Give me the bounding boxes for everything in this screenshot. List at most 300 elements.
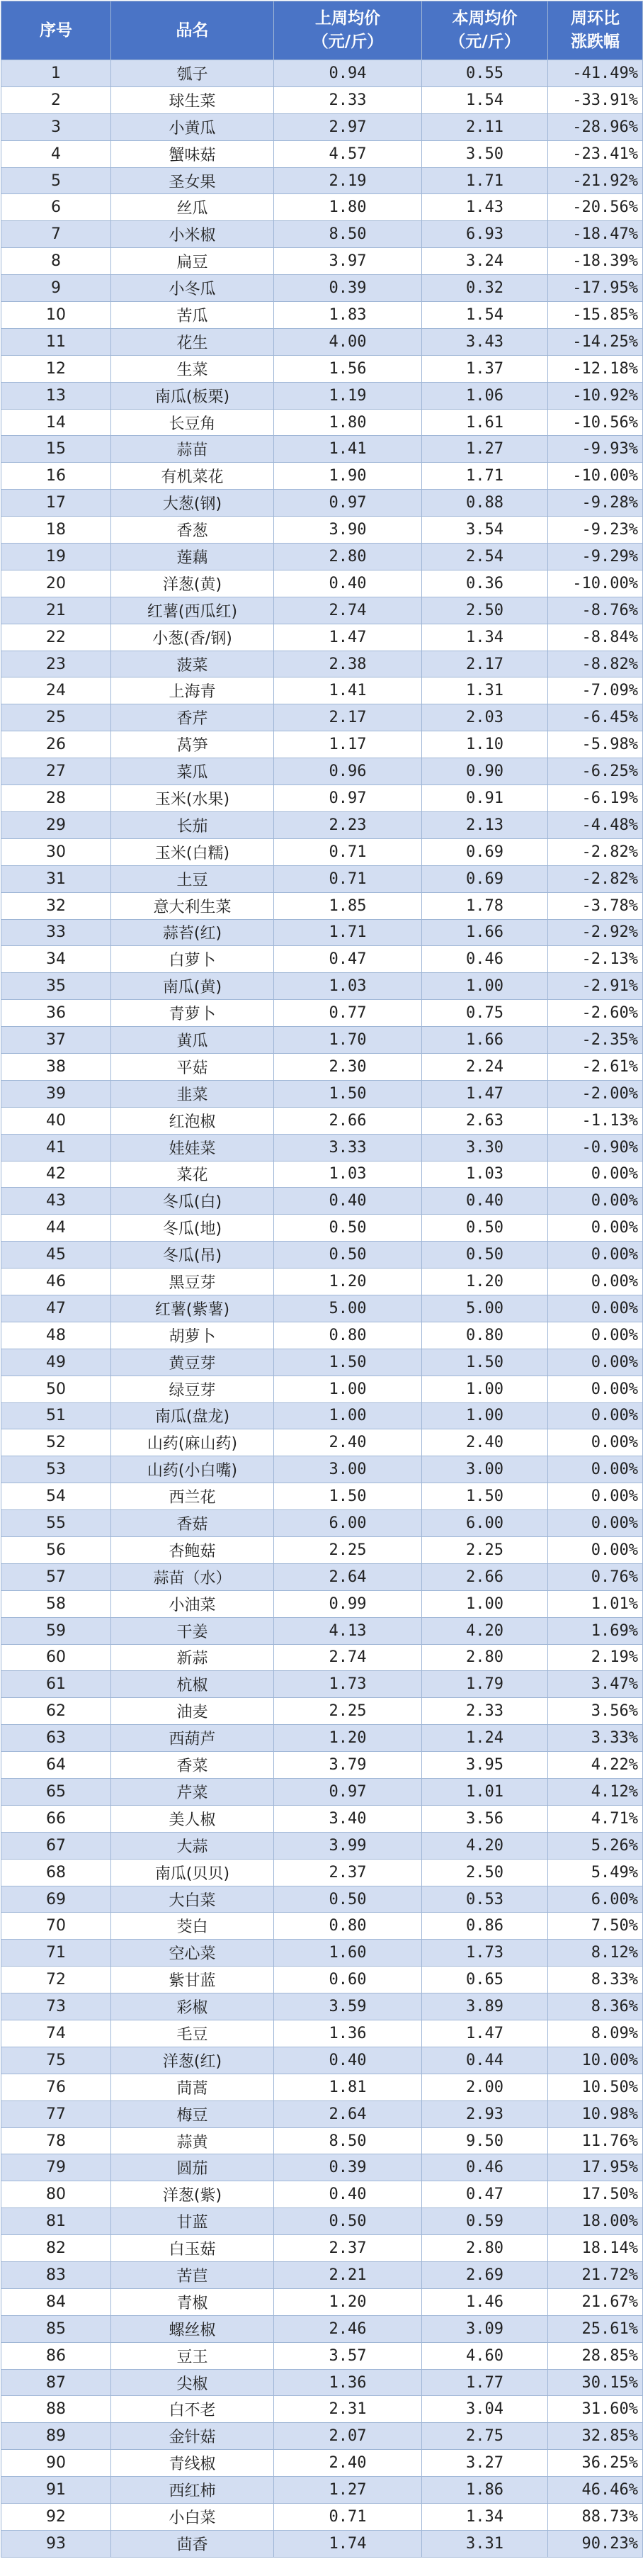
week-change: -2.61% <box>548 1053 643 1080</box>
header-change-title: 周环比 <box>571 9 620 28</box>
table-row <box>1 811 643 838</box>
this-week-price: 3.56 <box>422 1805 548 1832</box>
product-name: 大葱(钢) <box>111 490 274 517</box>
week-change: 0.00% <box>548 1483 643 1510</box>
week-change: 0.00% <box>548 1510 643 1537</box>
header-cur-price-title: 本周均价 <box>452 9 518 28</box>
row-index: 78 <box>1 2127 111 2154</box>
header-index: 序号 <box>1 1 111 60</box>
this-week-price: 2.80 <box>422 1644 548 1671</box>
week-change: -10.92% <box>548 382 643 409</box>
row-index: 33 <box>1 919 111 946</box>
this-week-price: 6.93 <box>422 221 548 248</box>
row-index: 46 <box>1 1269 111 1295</box>
header-prev-price-unit: （元/斤） <box>312 33 384 51</box>
product-name: 瓠子 <box>111 60 274 87</box>
week-change: -21.92% <box>548 167 643 194</box>
row-index: 32 <box>1 892 111 919</box>
week-change: 3.56% <box>548 1698 643 1725</box>
table-row <box>1 1940 643 1967</box>
week-change: -7.09% <box>548 677 643 704</box>
week-change: -15.85% <box>548 302 643 329</box>
row-index: 43 <box>1 1188 111 1215</box>
product-name: 甘蓝 <box>111 2208 274 2235</box>
product-name: 娃娃菜 <box>111 1134 274 1161</box>
table-row <box>1 2288 643 2315</box>
table-row <box>1 1779 643 1806</box>
product-name: 杭椒 <box>111 1671 274 1698</box>
this-week-price: 9.50 <box>422 2127 548 2154</box>
week-change: 18.14% <box>548 2235 643 2262</box>
product-name: 生菜 <box>111 355 274 382</box>
table-row <box>1 463 643 490</box>
product-name: 山药(小白嘴) <box>111 1456 274 1483</box>
header-prev-price-title: 上周均价 <box>315 9 380 28</box>
this-week-price: 1.00 <box>422 973 548 1000</box>
row-index: 87 <box>1 2369 111 2396</box>
table-row <box>1 221 643 248</box>
table-row <box>1 1859 643 1886</box>
row-index: 90 <box>1 2450 111 2477</box>
product-name: 花生 <box>111 328 274 355</box>
row-index: 61 <box>1 1671 111 1698</box>
this-week-price: 1.27 <box>422 436 548 463</box>
prev-week-price: 4.00 <box>274 328 422 355</box>
prev-week-price: 2.66 <box>274 1107 422 1134</box>
table-row <box>1 1080 643 1107</box>
this-week-price: 1.66 <box>422 919 548 946</box>
row-index: 17 <box>1 490 111 517</box>
product-name: 黑豆芽 <box>111 1269 274 1295</box>
product-name: 莲藕 <box>111 544 274 570</box>
week-change: 36.25% <box>548 2450 643 2477</box>
prev-week-price: 1.73 <box>274 1671 422 1698</box>
table-row <box>1 328 643 355</box>
this-week-price: 2.17 <box>422 651 548 677</box>
week-change: -0.90% <box>548 1134 643 1161</box>
row-index: 20 <box>1 570 111 597</box>
prev-week-price: 2.23 <box>274 811 422 838</box>
this-week-price: 1.34 <box>422 624 548 651</box>
prev-week-price: 0.50 <box>274 2208 422 2235</box>
table-row <box>1 1134 643 1161</box>
week-change: 2.19% <box>548 1644 643 1671</box>
this-week-price: 1.79 <box>422 1671 548 1698</box>
row-index: 76 <box>1 2074 111 2100</box>
row-index: 3 <box>1 113 111 140</box>
row-index: 72 <box>1 1967 111 1993</box>
table-row <box>1 1617 643 1644</box>
product-name: 梅豆 <box>111 2100 274 2127</box>
product-name: 小黄瓜 <box>111 113 274 140</box>
prev-week-price: 1.00 <box>274 1402 422 1429</box>
row-index: 40 <box>1 1107 111 1134</box>
row-index: 5 <box>1 167 111 194</box>
product-name: 圆茄 <box>111 2154 274 2181</box>
this-week-price: 0.46 <box>422 2154 548 2181</box>
table-row <box>1 1483 643 1510</box>
week-change: 6.00% <box>548 1886 643 1913</box>
this-week-price: 3.95 <box>422 1752 548 1779</box>
week-change: 10.00% <box>548 2047 643 2074</box>
table-row <box>1 1671 643 1698</box>
prev-week-price: 0.40 <box>274 2047 422 2074</box>
table-row <box>1 1536 643 1563</box>
row-index: 4 <box>1 140 111 167</box>
table-row <box>1 2504 643 2531</box>
table-row <box>1 140 643 167</box>
table-row <box>1 1510 643 1537</box>
row-index: 71 <box>1 1940 111 1967</box>
product-name: 大蒜 <box>111 1832 274 1859</box>
this-week-price: 1.78 <box>422 892 548 919</box>
prev-week-price: 2.64 <box>274 1563 422 1590</box>
this-week-price: 3.24 <box>422 248 548 275</box>
prev-week-price: 2.21 <box>274 2262 422 2289</box>
this-week-price: 2.03 <box>422 704 548 731</box>
product-name: 红薯(紫薯) <box>111 1295 274 1322</box>
product-name: 蒜黄 <box>111 2127 274 2154</box>
week-change: 25.61% <box>548 2315 643 2342</box>
row-index: 51 <box>1 1402 111 1429</box>
week-change: 0.00% <box>548 1429 643 1456</box>
week-change: 5.26% <box>548 1832 643 1859</box>
row-index: 35 <box>1 973 111 1000</box>
product-name: 白萝卜 <box>111 946 274 973</box>
product-name: 黄瓜 <box>111 1027 274 1054</box>
week-change: 21.67% <box>548 2288 643 2315</box>
row-index: 27 <box>1 758 111 785</box>
week-change: 17.95% <box>548 2154 643 2181</box>
prev-week-price: 1.20 <box>274 1269 422 1295</box>
product-name: 毛豆 <box>111 2020 274 2047</box>
prev-week-price: 3.57 <box>274 2342 422 2369</box>
row-index: 93 <box>1 2530 111 2557</box>
prev-week-price: 3.90 <box>274 517 422 544</box>
prev-week-price: 0.39 <box>274 275 422 302</box>
table-row <box>1 2154 643 2181</box>
this-week-price: 1.06 <box>422 382 548 409</box>
table-row <box>1 785 643 812</box>
prev-week-price: 0.47 <box>274 946 422 973</box>
product-name: 土豆 <box>111 865 274 892</box>
row-index: 15 <box>1 436 111 463</box>
this-week-price: 3.89 <box>422 1993 548 2020</box>
row-index: 13 <box>1 382 111 409</box>
row-index: 74 <box>1 2020 111 2047</box>
table-row <box>1 382 643 409</box>
prev-week-price: 2.37 <box>274 2235 422 2262</box>
product-name: 有机菜花 <box>111 463 274 490</box>
row-index: 39 <box>1 1080 111 1107</box>
prev-week-price: 3.40 <box>274 1805 422 1832</box>
row-index: 18 <box>1 517 111 544</box>
prev-week-price: 0.97 <box>274 490 422 517</box>
this-week-price: 3.50 <box>422 140 548 167</box>
product-name: 菠菜 <box>111 651 274 677</box>
prev-week-price: 1.90 <box>274 463 422 490</box>
this-week-price: 2.63 <box>422 1107 548 1134</box>
product-name: 茴香 <box>111 2530 274 2557</box>
week-change: -5.98% <box>548 731 643 758</box>
week-change: 4.22% <box>548 1752 643 1779</box>
product-name: 小葱(香/钢) <box>111 624 274 651</box>
prev-week-price: 1.41 <box>274 436 422 463</box>
prev-week-price: 2.38 <box>274 651 422 677</box>
product-name: 小米椒 <box>111 221 274 248</box>
prev-week-price: 0.96 <box>274 758 422 785</box>
row-index: 12 <box>1 355 111 382</box>
this-week-price: 2.66 <box>422 1563 548 1590</box>
product-name: 绿豆芽 <box>111 1376 274 1402</box>
prev-week-price: 0.80 <box>274 1322 422 1349</box>
product-name: 南瓜(盘龙) <box>111 1402 274 1429</box>
row-index: 38 <box>1 1053 111 1080</box>
table-row <box>1 2423 643 2450</box>
row-index: 84 <box>1 2288 111 2315</box>
product-name: 青萝卜 <box>111 1000 274 1027</box>
week-change: 10.50% <box>548 2074 643 2100</box>
week-change: 31.60% <box>548 2396 643 2423</box>
this-week-price: 3.27 <box>422 2450 548 2477</box>
row-index: 22 <box>1 624 111 651</box>
this-week-price: 0.55 <box>422 60 548 87</box>
prev-week-price: 1.20 <box>274 1725 422 1752</box>
prev-week-price: 0.50 <box>274 1215 422 1242</box>
table-row <box>1 1053 643 1080</box>
table-row <box>1 1161 643 1188</box>
row-index: 28 <box>1 785 111 812</box>
table-row <box>1 248 643 275</box>
week-change: -4.48% <box>548 811 643 838</box>
table-row <box>1 973 643 1000</box>
prev-week-price: 2.46 <box>274 2315 422 2342</box>
week-change: -10.00% <box>548 463 643 490</box>
row-index: 9 <box>1 275 111 302</box>
prev-week-price: 0.97 <box>274 1779 422 1806</box>
table-row <box>1 113 643 140</box>
table-row <box>1 1269 643 1295</box>
product-name: 圣女果 <box>111 167 274 194</box>
row-index: 8 <box>1 248 111 275</box>
product-name: 丝瓜 <box>111 194 274 221</box>
row-index: 31 <box>1 865 111 892</box>
product-name: 冬瓜(吊) <box>111 1242 274 1269</box>
prev-week-price: 2.40 <box>274 2450 422 2477</box>
table-row <box>1 1644 643 1671</box>
this-week-price: 2.33 <box>422 1698 548 1725</box>
product-name: 平菇 <box>111 1053 274 1080</box>
prev-week-price: 0.77 <box>274 1000 422 1027</box>
prev-week-price: 1.17 <box>274 731 422 758</box>
product-name: 西红柿 <box>111 2477 274 2504</box>
product-name: 苦瓜 <box>111 302 274 329</box>
week-change: 90.23% <box>548 2530 643 2557</box>
product-name: 苦苣 <box>111 2262 274 2289</box>
row-index: 81 <box>1 2208 111 2235</box>
table-row <box>1 1027 643 1054</box>
table-row <box>1 544 643 570</box>
product-name: 南瓜(贝贝) <box>111 1859 274 1886</box>
table-row <box>1 2074 643 2100</box>
row-index: 92 <box>1 2504 111 2531</box>
week-change: 11.76% <box>548 2127 643 2154</box>
table-row <box>1 865 643 892</box>
prev-week-price: 2.25 <box>274 1698 422 1725</box>
table-row <box>1 2127 643 2154</box>
prev-week-price: 1.50 <box>274 1483 422 1510</box>
table-row <box>1 1402 643 1429</box>
prev-week-price: 1.41 <box>274 677 422 704</box>
this-week-price: 1.66 <box>422 1027 548 1054</box>
this-week-price: 1.00 <box>422 1402 548 1429</box>
row-index: 49 <box>1 1349 111 1376</box>
table-row <box>1 302 643 329</box>
table-row <box>1 2181 643 2208</box>
week-change: -2.60% <box>548 1000 643 1027</box>
week-change: -10.00% <box>548 570 643 597</box>
table-row <box>1 1698 643 1725</box>
row-index: 57 <box>1 1563 111 1590</box>
table-row <box>1 624 643 651</box>
this-week-price: 1.54 <box>422 86 548 113</box>
row-index: 60 <box>1 1644 111 1671</box>
prev-week-price: 0.50 <box>274 1886 422 1913</box>
header-cur-price-unit: （元/斤） <box>449 33 520 51</box>
table-row <box>1 597 643 624</box>
this-week-price: 1.00 <box>422 1590 548 1617</box>
week-change: 5.49% <box>548 1859 643 1886</box>
row-index: 21 <box>1 597 111 624</box>
week-change: -2.00% <box>548 1080 643 1107</box>
row-index: 48 <box>1 1322 111 1349</box>
week-change: -6.25% <box>548 758 643 785</box>
row-index: 89 <box>1 2423 111 2450</box>
row-index: 36 <box>1 1000 111 1027</box>
prev-week-price: 8.50 <box>274 221 422 248</box>
prev-week-price: 2.17 <box>274 704 422 731</box>
week-change: -20.56% <box>548 194 643 221</box>
this-week-price: 2.54 <box>422 544 548 570</box>
prev-week-price: 1.56 <box>274 355 422 382</box>
table-row <box>1 570 643 597</box>
product-name: 南瓜(黄) <box>111 973 274 1000</box>
week-change: 21.72% <box>548 2262 643 2289</box>
week-change: 17.50% <box>548 2181 643 2208</box>
table-row <box>1 194 643 221</box>
product-name: 蒜苗（水） <box>111 1563 274 1590</box>
row-index: 16 <box>1 463 111 490</box>
prev-week-price: 1.70 <box>274 1027 422 1054</box>
week-change: 46.46% <box>548 2477 643 2504</box>
row-index: 6 <box>1 194 111 221</box>
this-week-price: 1.77 <box>422 2369 548 2396</box>
header-change <box>548 1 643 60</box>
prev-week-price: 2.25 <box>274 1536 422 1563</box>
week-change: -2.35% <box>548 1027 643 1054</box>
prev-week-price: 3.00 <box>274 1456 422 1483</box>
table-row <box>1 1832 643 1859</box>
week-change: -18.39% <box>548 248 643 275</box>
week-change: -8.76% <box>548 597 643 624</box>
week-change: -17.95% <box>548 275 643 302</box>
table-row <box>1 2477 643 2504</box>
week-change: -8.82% <box>548 651 643 677</box>
table-row <box>1 704 643 731</box>
prev-week-price: 0.40 <box>274 1188 422 1215</box>
table-row <box>1 1752 643 1779</box>
week-change: -6.19% <box>548 785 643 812</box>
this-week-price: 1.34 <box>422 2504 548 2531</box>
this-week-price: 2.13 <box>422 811 548 838</box>
prev-week-price: 1.50 <box>274 1349 422 1376</box>
week-change: 0.00% <box>548 1376 643 1402</box>
week-change: -18.47% <box>548 221 643 248</box>
week-change: -9.93% <box>548 436 643 463</box>
table-row <box>1 1000 643 1027</box>
this-week-price: 3.09 <box>422 2315 548 2342</box>
prev-week-price: 2.74 <box>274 1644 422 1671</box>
row-index: 80 <box>1 2181 111 2208</box>
row-index: 75 <box>1 2047 111 2074</box>
table-row <box>1 1322 643 1349</box>
prev-week-price: 8.50 <box>274 2127 422 2154</box>
row-index: 69 <box>1 1886 111 1913</box>
this-week-price: 0.65 <box>422 1967 548 1993</box>
prev-week-price: 1.19 <box>274 382 422 409</box>
prev-week-price: 1.80 <box>274 409 422 436</box>
row-index: 77 <box>1 2100 111 2127</box>
product-name: 玉米(水果) <box>111 785 274 812</box>
prev-week-price: 0.60 <box>274 1967 422 1993</box>
row-index: 7 <box>1 221 111 248</box>
this-week-price: 6.00 <box>422 1510 548 1537</box>
table-row <box>1 2235 643 2262</box>
row-index: 70 <box>1 1913 111 1940</box>
prev-week-price: 2.31 <box>274 2396 422 2423</box>
row-index: 10 <box>1 302 111 329</box>
week-change: 8.33% <box>548 1967 643 1993</box>
prev-week-price: 2.30 <box>274 1053 422 1080</box>
product-name: 白不老 <box>111 2396 274 2423</box>
product-name: 长豆角 <box>111 409 274 436</box>
this-week-price: 3.31 <box>422 2530 548 2557</box>
week-change: 28.85% <box>548 2342 643 2369</box>
table-row <box>1 436 643 463</box>
product-name: 香芹 <box>111 704 274 731</box>
week-change: -6.45% <box>548 704 643 731</box>
product-name: 南瓜(板栗) <box>111 382 274 409</box>
prev-week-price: 1.36 <box>274 2369 422 2396</box>
product-name: 扁豆 <box>111 248 274 275</box>
prev-week-price: 2.74 <box>274 597 422 624</box>
this-week-price: 0.44 <box>422 2047 548 2074</box>
this-week-price: 0.36 <box>422 570 548 597</box>
week-change: -2.82% <box>548 865 643 892</box>
prev-week-price: 1.47 <box>274 624 422 651</box>
table-row <box>1 1886 643 1913</box>
header-cur-price <box>422 1 548 60</box>
this-week-price: 1.03 <box>422 1161 548 1188</box>
this-week-price: 5.00 <box>422 1295 548 1322</box>
this-week-price: 3.00 <box>422 1456 548 1483</box>
product-name: 干姜 <box>111 1617 274 1644</box>
product-name: 西葫芦 <box>111 1725 274 1752</box>
week-change: 0.00% <box>548 1349 643 1376</box>
week-change: 0.00% <box>548 1295 643 1322</box>
table-row <box>1 731 643 758</box>
row-index: 59 <box>1 1617 111 1644</box>
